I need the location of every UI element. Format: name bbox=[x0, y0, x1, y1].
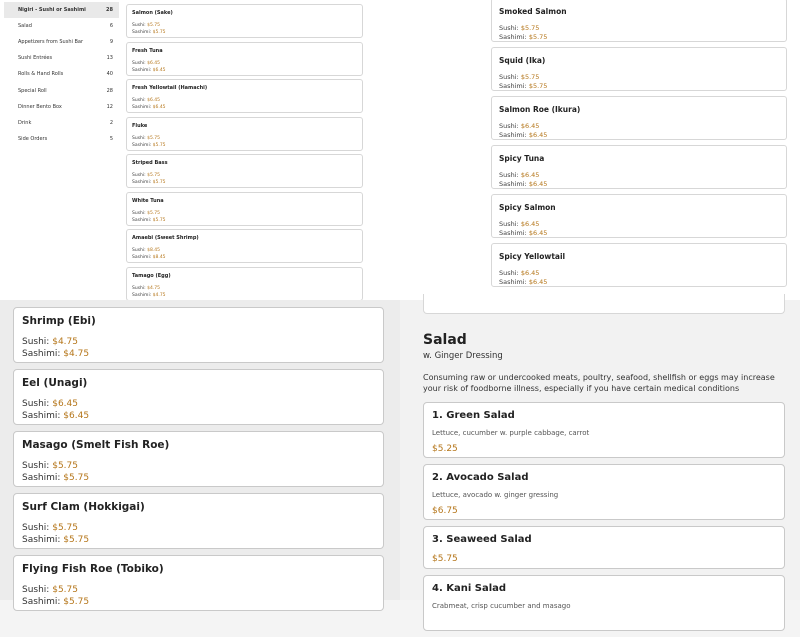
menu-item-name: White Tuna bbox=[132, 197, 164, 204]
sushi-price-row: Sushi: $5.75 bbox=[22, 523, 78, 533]
sidebar-item-sushi-entrees[interactable] bbox=[4, 50, 119, 66]
menu-item-card[interactable] bbox=[13, 369, 384, 425]
sidebar-item-special-roll[interactable] bbox=[4, 82, 119, 98]
sashimi-price-row: Sashimi: $8.45 bbox=[132, 255, 166, 260]
menu-item-card[interactable] bbox=[491, 243, 787, 287]
sidebar-item-count: 2 bbox=[109, 119, 113, 126]
blank-panel bbox=[366, 0, 480, 300]
sidebar-item-count: 13 bbox=[106, 55, 113, 62]
menu-panel-top-left bbox=[0, 0, 366, 300]
sashimi-price-row: Sashimi: $5.75 bbox=[132, 180, 166, 185]
salad-item-card[interactable] bbox=[423, 464, 785, 520]
sidebar-item-label: Nigiri - Sushi or Sashimi bbox=[18, 7, 86, 14]
menu-item-card[interactable] bbox=[126, 229, 363, 263]
sushi-price-row: Sushi: $6.45 bbox=[499, 269, 540, 277]
menu-panel-top-right bbox=[480, 0, 800, 300]
salad-item-price: $5.75 bbox=[432, 554, 458, 564]
sushi-price-row: Sushi: $6.45 bbox=[132, 60, 160, 66]
sushi-price-row: Sushi: $5.75 bbox=[132, 23, 160, 28]
salad-item-description: Crabmeat, crisp cucumber and masago bbox=[432, 602, 571, 610]
sushi-price-row: Sushi: $4.75 bbox=[22, 337, 78, 347]
menu-item-name: Flying Fish Roe (Tobiko) bbox=[22, 563, 164, 575]
menu-item-card[interactable] bbox=[491, 145, 787, 189]
salad-item-card[interactable] bbox=[423, 526, 785, 569]
sashimi-price-row: Sashimi: $4.75 bbox=[132, 292, 166, 298]
sashimi-price-row: Sashimi: $5.75 bbox=[22, 535, 90, 545]
menu-item-card[interactable] bbox=[126, 192, 363, 226]
sushi-price-row: Sushi: $6.45 bbox=[499, 220, 540, 228]
sushi-price-row: Sushi: $6.45 bbox=[132, 98, 160, 103]
menu-panel-bottom-right bbox=[400, 300, 800, 610]
salad-item-price: $6.75 bbox=[432, 506, 458, 516]
sidebar-item-bento[interactable] bbox=[4, 99, 119, 115]
sidebar-item-count: 12 bbox=[106, 103, 113, 110]
sidebar-item-drink[interactable] bbox=[4, 115, 119, 131]
menu-item-name: Spicy Salmon bbox=[499, 203, 556, 212]
sushi-price-row: Sushi: $6.45 bbox=[499, 122, 540, 130]
sashimi-price-row: Sashimi: $5.75 bbox=[132, 142, 166, 148]
sidebar-item-count: 9 bbox=[109, 39, 113, 46]
sidebar-item-count: 40 bbox=[106, 71, 113, 78]
salad-item-description: Lettuce, cucumber w. purple cabbage, carrot bbox=[432, 429, 590, 437]
sidebar-item-count: 28 bbox=[106, 87, 113, 94]
menu-item-name: Fresh Tuna bbox=[132, 47, 163, 54]
sushi-price-row: Sushi: $6.45 bbox=[22, 399, 78, 409]
sashimi-price-row: Sashimi: $5.75 bbox=[499, 33, 548, 41]
sidebar-item-label: Appetizers from Sushi Bar bbox=[18, 39, 84, 46]
menu-item-card[interactable] bbox=[13, 493, 384, 549]
menu-item-card[interactable] bbox=[491, 0, 787, 42]
menu-panel-bottom-left bbox=[0, 300, 400, 607]
menu-item-card[interactable] bbox=[491, 194, 787, 238]
menu-item-card[interactable] bbox=[13, 307, 384, 363]
sashimi-price-row: Sashimi: $6.45 bbox=[499, 131, 548, 139]
sidebar-item-label: Dinner Bento Box bbox=[18, 103, 62, 110]
sashimi-price-row: Sashimi: $6.45 bbox=[22, 411, 90, 421]
sushi-price-row: Sushi: $5.75 bbox=[22, 585, 78, 595]
sashimi-price-row: Sashimi: $6.45 bbox=[499, 278, 548, 286]
salad-item-name: 4. Kani Salad bbox=[432, 583, 507, 594]
menu-item-name: Surf Clam (Hokkigai) bbox=[22, 501, 145, 513]
sashimi-price-row: Sashimi: $6.45 bbox=[132, 105, 166, 110]
menu-item-card[interactable] bbox=[126, 117, 363, 151]
previous-card-bottom bbox=[423, 294, 785, 314]
menu-item-name: Shrimp (Ebi) bbox=[22, 315, 96, 327]
menu-item-name: Spicy Yellowtail bbox=[499, 252, 566, 261]
sidebar-item-rolls[interactable] bbox=[4, 66, 119, 82]
sidebar-item-label: Side Orders bbox=[18, 135, 48, 142]
menu-item-card[interactable] bbox=[13, 555, 384, 611]
salad-item-card[interactable] bbox=[423, 575, 785, 631]
menu-item-card[interactable] bbox=[126, 79, 363, 113]
salad-item-list bbox=[423, 402, 785, 637]
sidebar-item-label: Rolls & Hand Rolls bbox=[18, 71, 64, 78]
sidebar-item-nigiri[interactable] bbox=[4, 2, 119, 18]
sidebar-item-count: 6 bbox=[109, 23, 113, 30]
salad-item-card[interactable] bbox=[423, 402, 785, 458]
section-title: Salad bbox=[423, 332, 467, 348]
sashimi-price-row: Sashimi: $4.75 bbox=[22, 349, 90, 359]
sidebar-item-count: 5 bbox=[109, 135, 113, 142]
sushi-price-row: Sushi: $4.75 bbox=[132, 285, 160, 291]
sidebar-item-appetizers[interactable] bbox=[4, 34, 119, 50]
menu-item-name: Squid (Ika) bbox=[499, 56, 546, 65]
section-subtitle: w. Ginger Dressing bbox=[423, 351, 503, 361]
sidebar-item-label: Special Roll bbox=[18, 87, 47, 94]
menu-item-list bbox=[491, 0, 787, 292]
menu-item-name: Salmon Roe (Ikura) bbox=[499, 105, 581, 114]
sashimi-price-row: Sashimi: $5.75 bbox=[132, 30, 166, 35]
menu-item-card[interactable] bbox=[491, 96, 787, 140]
menu-item-name: Spicy Tuna bbox=[499, 154, 545, 163]
sushi-price-row: Sushi: $8.45 bbox=[132, 248, 160, 253]
menu-item-list bbox=[13, 307, 384, 617]
sashimi-price-row: Sashimi: $5.75 bbox=[132, 217, 166, 223]
sushi-price-row: Sushi: $5.75 bbox=[132, 173, 160, 178]
sushi-price-row: Sushi: $5.75 bbox=[499, 24, 540, 32]
sushi-price-row: Sushi: $5.75 bbox=[22, 461, 78, 471]
menu-item-name: Striped Bass bbox=[132, 160, 168, 166]
menu-item-card[interactable] bbox=[126, 4, 363, 38]
sushi-price-row: Sushi: $5.75 bbox=[499, 73, 540, 81]
menu-item-card[interactable] bbox=[126, 42, 363, 76]
sidebar-item-label: Sushi Entrées bbox=[18, 55, 53, 62]
sidebar-item-salad[interactable] bbox=[4, 18, 119, 34]
menu-item-name: Masago (Smelt Fish Roe) bbox=[22, 439, 170, 451]
sushi-price-row: Sushi: $6.45 bbox=[499, 171, 540, 179]
sidebar-item-label: Salad bbox=[18, 23, 32, 30]
sashimi-price-row: Sashimi: $5.75 bbox=[22, 597, 90, 607]
sidebar-item-count: 28 bbox=[106, 7, 113, 14]
menu-item-name: Fresh Yellowtail (Hamachi) bbox=[132, 85, 208, 91]
sashimi-price-row: Sashimi: $5.75 bbox=[499, 82, 548, 90]
sushi-price-row: Sushi: $5.75 bbox=[132, 135, 160, 141]
menu-item-list bbox=[126, 4, 363, 304]
salad-item-description: Lettuce, avocado w. ginger gressing bbox=[432, 491, 559, 499]
menu-item-name: Salmon (Sake) bbox=[132, 10, 173, 16]
menu-item-card[interactable] bbox=[491, 47, 787, 91]
menu-item-name: Fluke bbox=[132, 122, 148, 129]
menu-item-card[interactable] bbox=[126, 154, 363, 188]
category-sidebar bbox=[4, 0, 119, 147]
sidebar-item-label: Drink bbox=[18, 119, 32, 126]
sushi-price-row: Sushi: $5.75 bbox=[132, 210, 160, 216]
sashimi-price-row: Sashimi: $6.45 bbox=[499, 229, 548, 237]
menu-item-name: Smoked Salmon bbox=[499, 7, 567, 16]
salad-item-price: $5.25 bbox=[432, 444, 458, 454]
menu-item-name: Amaebi (Sweet Shrimp) bbox=[132, 235, 199, 241]
sidebar-item-side-orders[interactable] bbox=[4, 131, 119, 147]
menu-item-name: Eel (Unagi) bbox=[22, 377, 88, 389]
menu-item-name: Tamago (Egg) bbox=[132, 272, 171, 279]
menu-item-card[interactable] bbox=[13, 431, 384, 487]
salad-item-name: 1. Green Salad bbox=[432, 410, 515, 421]
salad-item-name: 2. Avocado Salad bbox=[432, 472, 529, 483]
sashimi-price-row: Sashimi: $5.75 bbox=[22, 473, 90, 483]
menu-item-card[interactable] bbox=[126, 267, 363, 301]
sashimi-price-row: Sashimi: $6.45 bbox=[132, 67, 166, 73]
sashimi-price-row: Sashimi: $6.45 bbox=[499, 180, 548, 188]
food-safety-warning: Consuming raw or undercooked meats, poultry, seafood, shellfish or eggs may increase your risk of foodborne illness, especially if you have certain medical conditions bbox=[423, 373, 775, 393]
salad-item-name: 3. Seaweed Salad bbox=[432, 534, 532, 545]
